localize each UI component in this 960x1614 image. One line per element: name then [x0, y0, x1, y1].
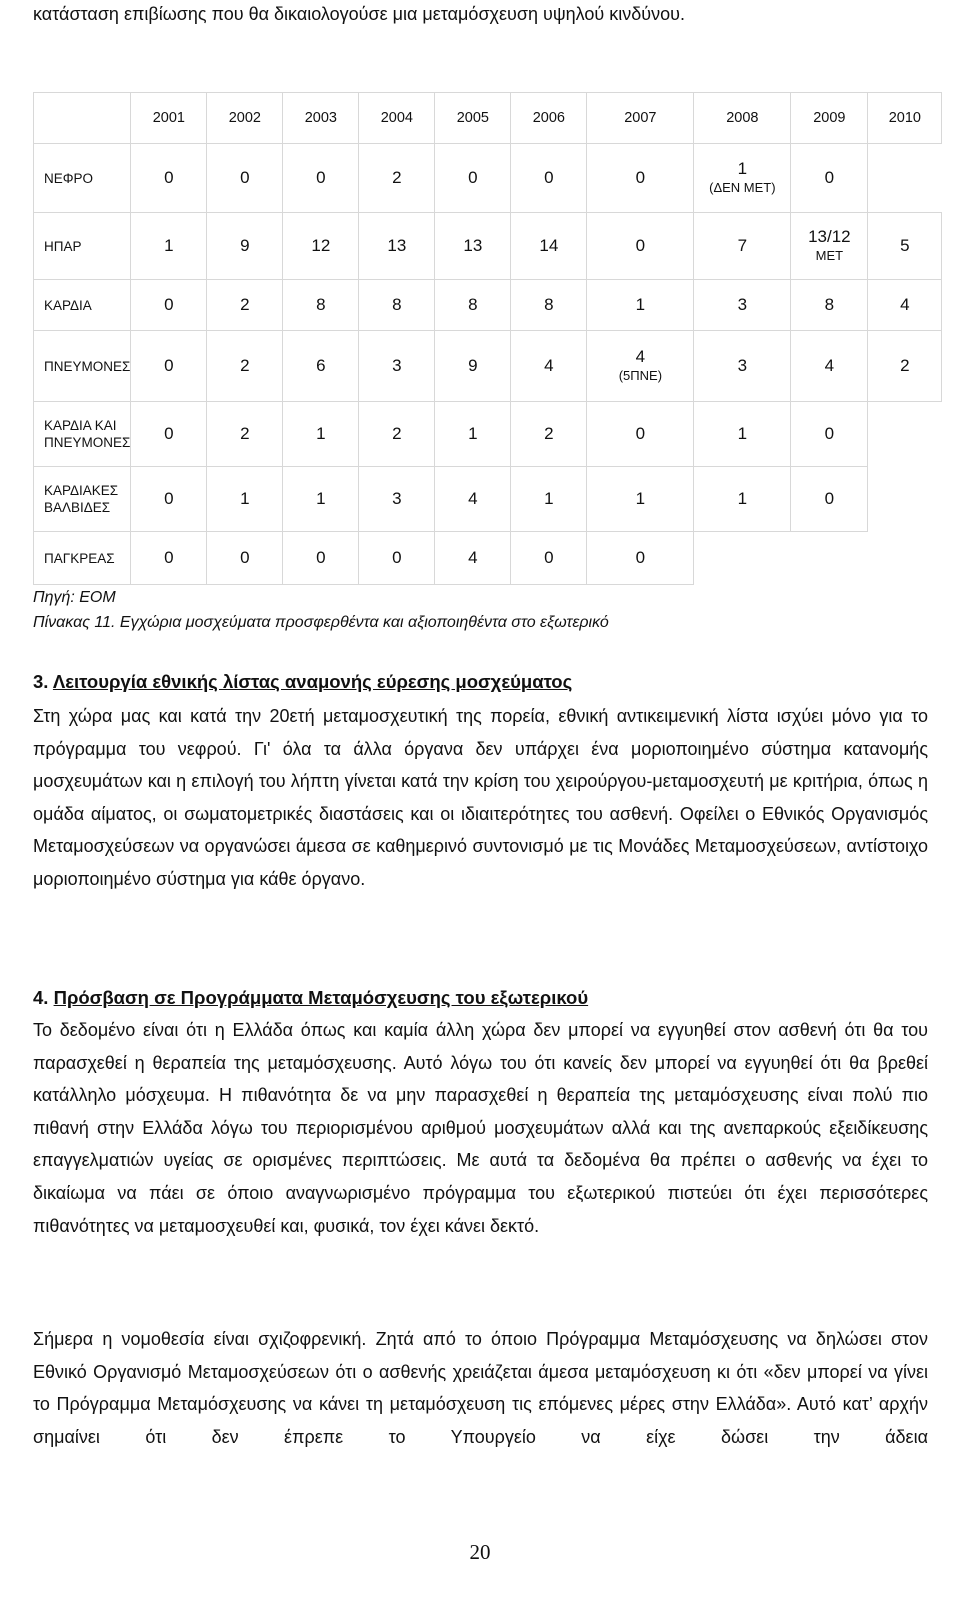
page-number: 20: [469, 1540, 491, 1564]
table-cell: 8: [791, 280, 868, 331]
table-cell: 0: [131, 467, 207, 532]
table-cell: [791, 213, 868, 280]
row-label: ΚΑΡΔΙΑ: [34, 280, 131, 331]
table-cell: 2: [868, 331, 942, 402]
table-cell: 2: [359, 402, 435, 467]
row-label: ΚΑΡΔΙΑΚΕΣ ΒΑΛΒΙΔΕΣ: [34, 467, 131, 532]
table-cell: 0: [791, 467, 868, 532]
table-cell: 1: [587, 280, 694, 331]
table-row: [34, 144, 942, 213]
table-cell: 2: [511, 402, 587, 467]
year-header: 2006: [511, 93, 587, 144]
table-cell: 4: [791, 331, 868, 402]
section-4-heading: [33, 983, 588, 1013]
table-cell: 1: [283, 467, 359, 532]
table-header-row: [34, 93, 942, 144]
year-header: 2004: [359, 93, 435, 144]
table-cell: 0: [359, 532, 435, 585]
year-header: 2005: [435, 93, 511, 144]
table-cell: 1: [511, 467, 587, 532]
table-cell: 7: [694, 213, 791, 280]
table-cell: 2: [207, 280, 283, 331]
section-3-body: Στη χώρα μας και κατά την 20ετή μεταμοσχευτική της πορεία, εθνική αντικειμενική λίστα ισχύει μόνο για το πρόγραμμα του νεφρού. Γι' όλα τα άλλα όργανα δεν υπάρχει ένα μοριοποιημένο σύστημα κατανομής μοσχευμάτων και η επιλογή του λήπτη γίνεται κατά την κρίση του χειρούργου-μεταμοσχευτή με κριτήρια, όπως η ομάδα αίματος, οι σωματομετρικές διαστάσεις και οι ιδιαιτερότητες του ασθενή. Οφείλει ο Εθνικός Οργανισμός Μεταμοσχεύσεων να οργανώσει άμεσα σε καθημερινό συντονισμό με τις Μονάδες Μεταμοσχεύσεων, αντίστοιχο μοριοποιημένο σύστημα για κάθε όργανο.: [33, 706, 928, 889]
table-cell: 0: [511, 532, 587, 585]
cell-value: 1: [737, 159, 748, 178]
cell-value: 13/12: [808, 227, 851, 246]
table-row: [34, 467, 942, 532]
table-cell: 1: [694, 467, 791, 532]
table-row: [34, 402, 942, 467]
year-header: 2007: [587, 93, 694, 144]
cell-note: (ΔΕΝ ΜΕΤ): [709, 180, 776, 195]
table-cell: 8: [283, 280, 359, 331]
table-cell: 0: [587, 144, 694, 213]
table-cell: 0: [511, 144, 587, 213]
table-source: Πηγή: ΕΟΜ: [33, 589, 116, 606]
table-cell: 13: [435, 213, 511, 280]
table-cell: 13: [359, 213, 435, 280]
table-cell: 12: [283, 213, 359, 280]
row-label: ΠΝΕΥΜΟΝΕΣ: [34, 331, 131, 402]
section-4-body-2: Σήμερα η νομοθεσία είναι σχιζοφρενική. Ζητά από το όποιο Πρόγραμμα Μεταμόσχευσης να δηλώσει στον Εθνικό Οργανισμό Μεταμοσχεύσεων ότι ο ασθενής χρειάζεται άμεσα μεταμόσχευση κι ότι «δεν μπορεί να γίνει το Πρόγραμμα Μεταμόσχευσης να κάνει τη μεταμόσχευση τις επόμενες μέρες στην Ελλάδα». Αυτό κατ’ αρχήν σημαίνει ότι δεν έπρεπε το Υπουργείο να είχε δώσει την άδεια: [33, 1329, 928, 1447]
row-label: ΚΑΡΔΙΑ ΚΑΙ ΠΝΕΥΜΟΝΕΣ: [34, 402, 131, 467]
table-cell: 3: [694, 331, 791, 402]
table-cell: 8: [359, 280, 435, 331]
table-cell: [868, 402, 942, 467]
table-cell: 8: [435, 280, 511, 331]
table-cell: 3: [359, 467, 435, 532]
table-cell: 14: [511, 213, 587, 280]
cell-note: (5ΠΝΕ): [618, 368, 663, 383]
table-cell: 5: [868, 213, 942, 280]
table-cell: 0: [791, 402, 868, 467]
table-cell: 1: [207, 467, 283, 532]
table-cell: 8: [511, 280, 587, 331]
table-cell: 0: [587, 213, 694, 280]
table-cell: 9: [207, 213, 283, 280]
table-cell: 0: [131, 532, 207, 585]
table-cell: 4: [435, 532, 511, 585]
table-row: [34, 532, 942, 585]
table-cell: 4: [511, 331, 587, 402]
table-cell: 4: [868, 280, 942, 331]
table-cell: 0: [435, 144, 511, 213]
table-cell: 0: [207, 532, 283, 585]
table-cell: 0: [791, 144, 868, 213]
table-cell: 1: [283, 402, 359, 467]
row-label: ΝΕΦΡΟ: [34, 144, 131, 213]
table-cell: 0: [131, 280, 207, 331]
cell-value: 4: [635, 347, 646, 366]
table-cell: 0: [587, 402, 694, 467]
table-cell: 0: [131, 144, 207, 213]
transplant-table: [33, 92, 942, 585]
year-header: 2009: [791, 93, 868, 144]
table-cell: 2: [359, 144, 435, 213]
table-cell: 6: [283, 331, 359, 402]
year-header: 2003: [283, 93, 359, 144]
table-cell: 1: [131, 213, 207, 280]
year-header: 2008: [694, 93, 791, 144]
section-4-title: Πρόσβαση σε Προγράμματα Μεταμόσχευσης του εξωτερικού: [53, 987, 589, 1008]
table-cell: [587, 331, 694, 402]
section-3-title: Λειτουργία εθνικής λίστας αναμονής εύρεσης μοσχεύματος: [52, 671, 573, 692]
table-row: [34, 213, 942, 280]
table-cell: 0: [283, 532, 359, 585]
table-cell: 2: [207, 331, 283, 402]
table-cell: 9: [435, 331, 511, 402]
table-cell: 2: [207, 402, 283, 467]
table-cell: 0: [283, 144, 359, 213]
table-cell: [868, 467, 942, 532]
table-cell: [694, 532, 791, 585]
table-cell: [694, 144, 791, 213]
year-header: 2010: [868, 93, 942, 144]
year-header: 2002: [207, 93, 283, 144]
table-cell: 3: [694, 280, 791, 331]
table-caption: Πίνακας 11. Εγχώρια μοσχεύματα προσφερθέντα και αξιοποιηθέντα στο εξωτερικό: [33, 614, 609, 631]
table-cell: 1: [694, 402, 791, 467]
table-cell: [868, 144, 942, 213]
table-cell: [868, 532, 942, 585]
table-cell: 0: [131, 331, 207, 402]
section-3-heading: [33, 667, 572, 697]
table-row: [34, 331, 942, 402]
intro-paragraph: κατάσταση επιβίωσης που θα δικαιολογούσε μια μεταμόσχευση υψηλού κινδύνου.: [33, 4, 685, 24]
table-cell: 0: [131, 402, 207, 467]
table-cell: 1: [435, 402, 511, 467]
table-cell: 0: [207, 144, 283, 213]
year-header: 2001: [131, 93, 207, 144]
section-3-number: 3.: [33, 671, 49, 692]
table-row: [34, 280, 942, 331]
table-cell: 4: [435, 467, 511, 532]
row-label: ΗΠΑΡ: [34, 213, 131, 280]
section-4-body: Το δεδομένο είναι ότι η Ελλάδα όπως και καμία άλλη χώρα δεν μπορεί να εγγυηθεί στον ασθενή ότι θα του παρασχεθεί η θεραπεία της μεταμόσχευσης. Αυτό λόγω του ότι κανείς δεν μπορεί να εγγυηθεί ότι θα βρεθεί κατάλληλο μόσχευμα. Η πιθανότητα δε να μην παρασχεθεί η θεραπεία της μεταμόσχευσης είναι πολύ πιο πιθανή στην Ελλάδα λόγω του περιορισμένου αριθμού μοσχευμάτων αλλά και της ανεπαρκούς εξειδίκευσης επαγγελματιών υγείας σε ορισμένες περιπτώσεις. Με αυτά τα δεδομένα θα πρέπει ο ασθενής να έχει το δικαίωμα να πάει σε όποιο αναγνωρισμένο πρόγραμμα του εξωτερικού πιστεύει ότι έχει περισσότερες πιθανότητες να μεταμοσχευθεί και, φυσικά, τον έχει κάνει δεκτό.: [33, 1020, 928, 1236]
table-corner-cell: [34, 93, 131, 144]
section-4-number: 4.: [33, 987, 49, 1008]
table-cell: 3: [359, 331, 435, 402]
table-cell: 0: [587, 532, 694, 585]
table-cell: [791, 532, 868, 585]
cell-note: ΜΕΤ: [815, 248, 844, 263]
table-cell: 1: [587, 467, 694, 532]
row-label: ΠΑΓΚΡΕΑΣ: [34, 532, 131, 585]
